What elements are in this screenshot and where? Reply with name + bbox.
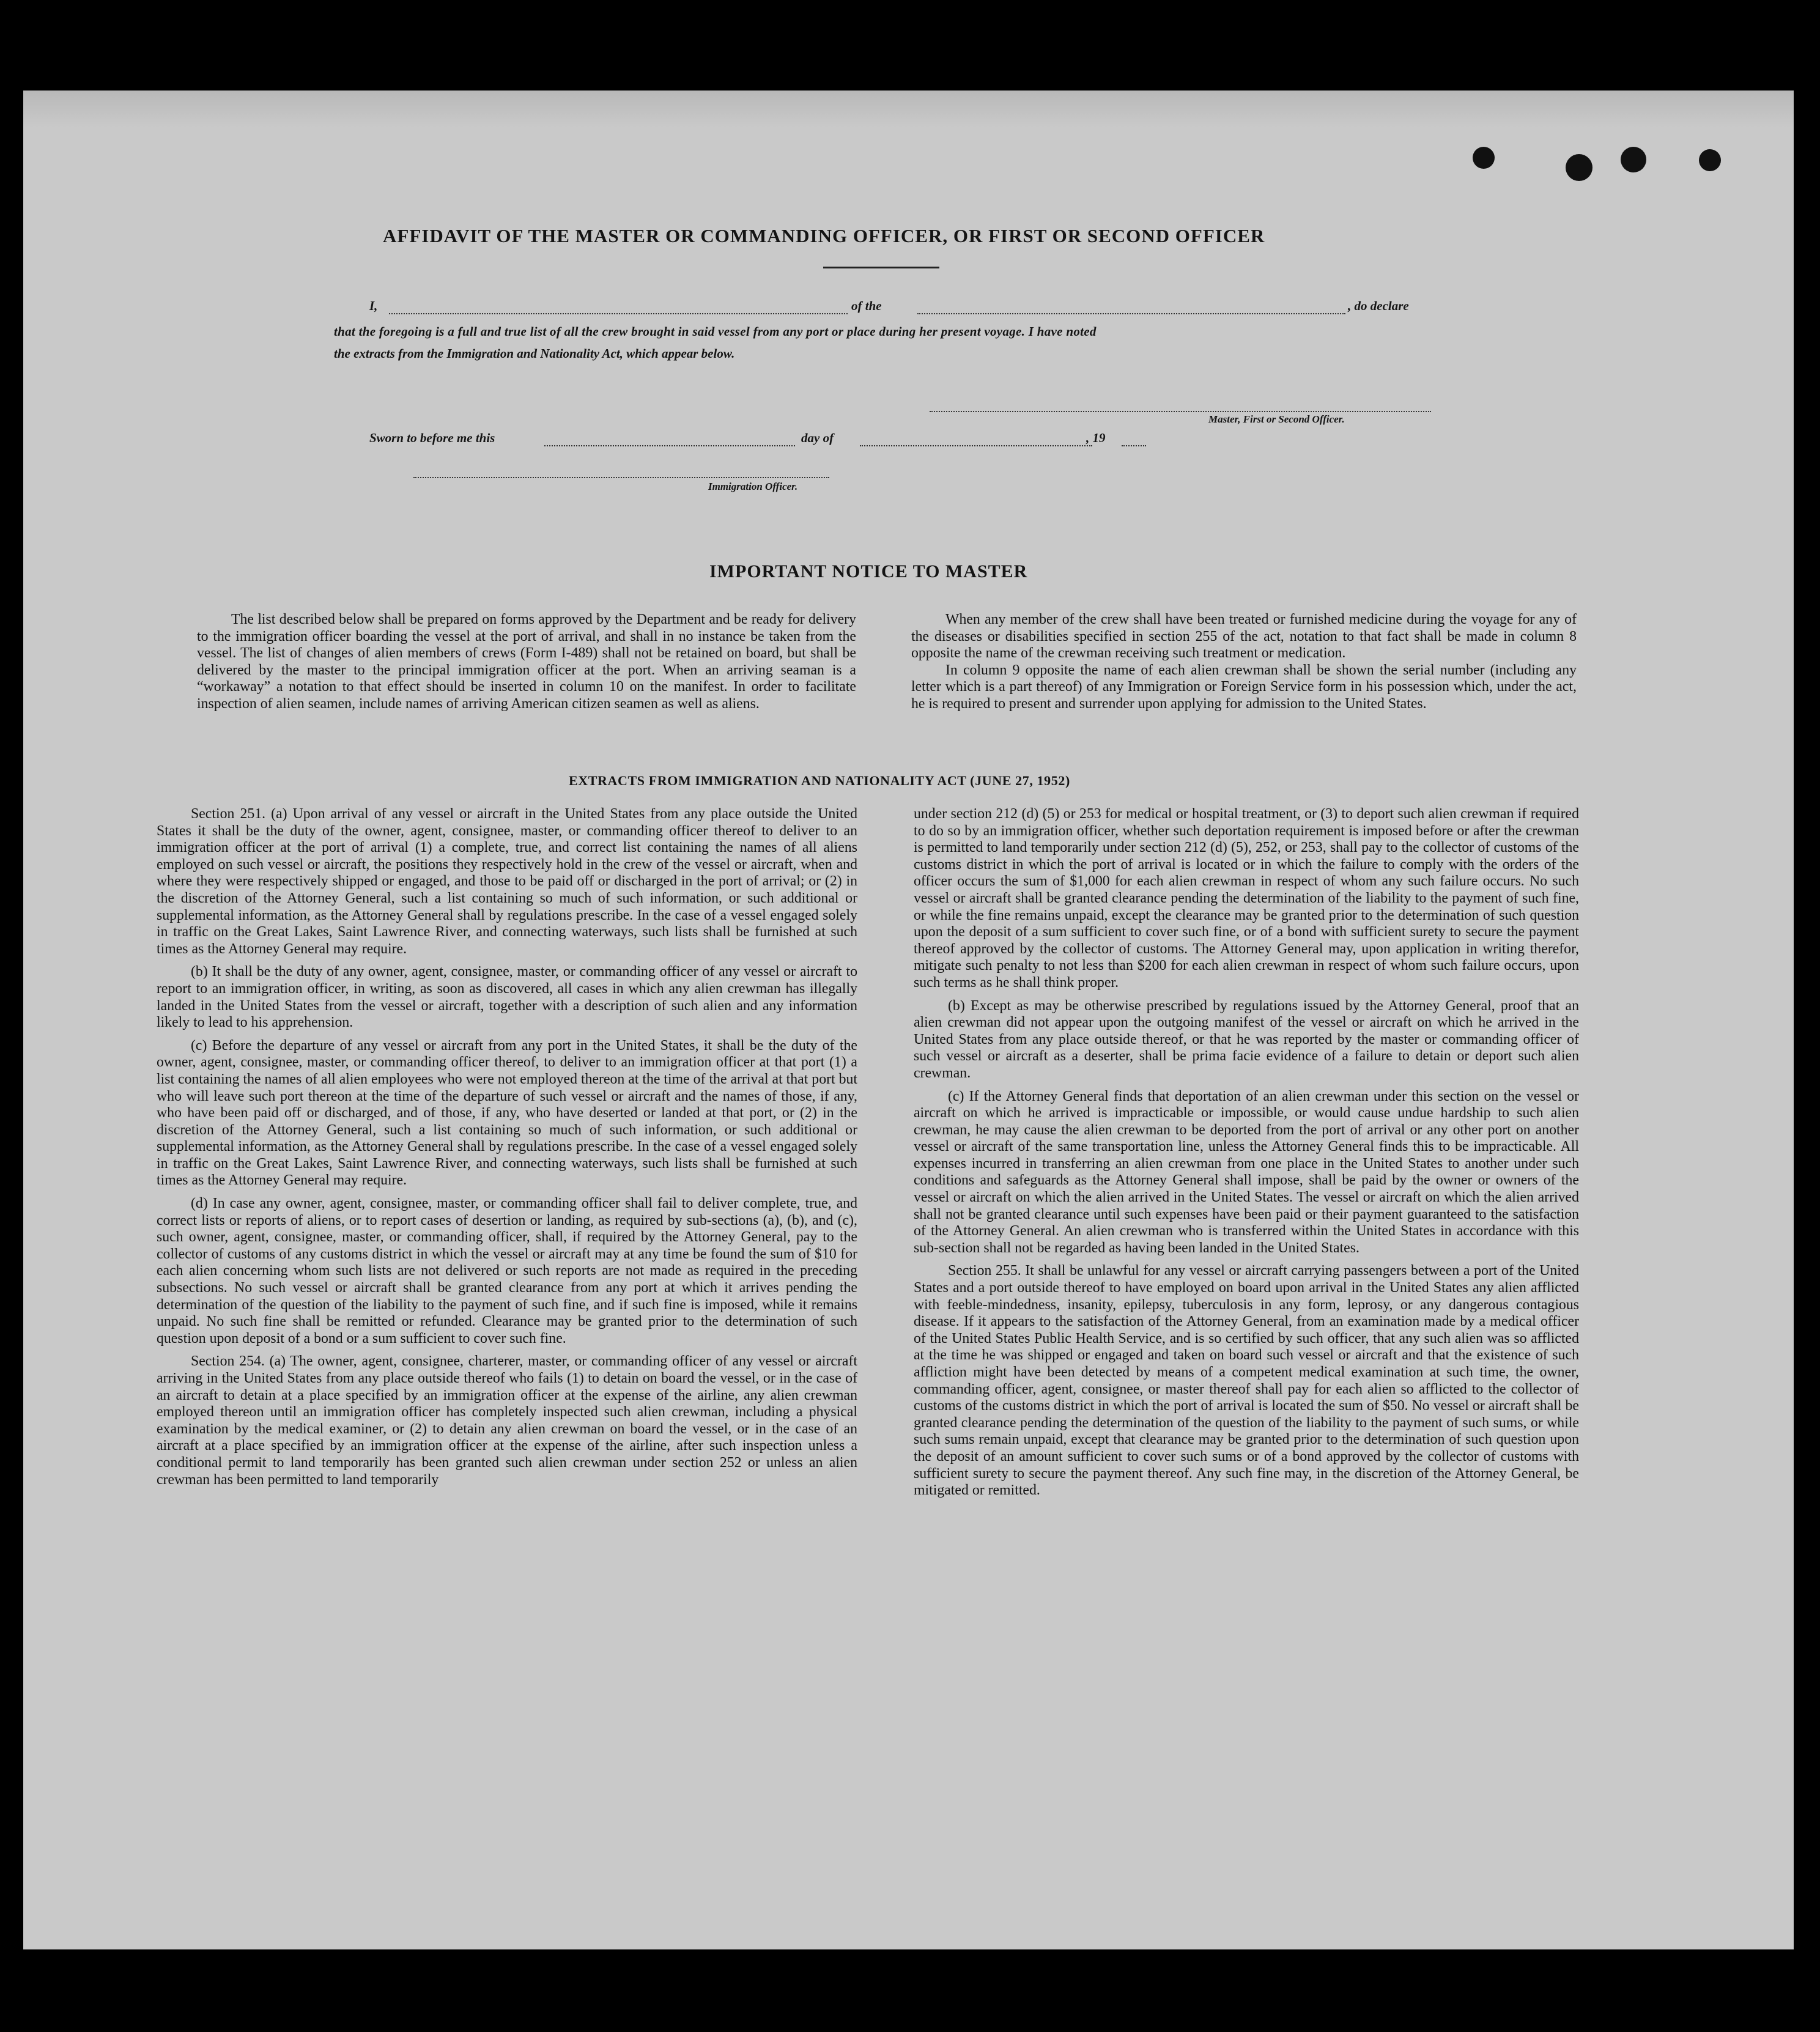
master-label: Master, First or Second Officer.	[1208, 413, 1345, 425]
punch-hole	[1621, 147, 1646, 172]
section-254a: Section 254. (a) The owner, agent, consignee, charterer, master, or commanding officer of any vessel or aircraft arriving in the United States from any place outside thereof who fails (1) to detain on board the vessel, or in the case of an aircraft to detain at a place specified by an immigration officer at the expense of the airline, any alien crewman employed thereon until an immigration officer has completely inspected such alien crewman, including a physical examination by the medical examiner, or (2) to detain any alien crewman on board the vessel, or in the case of an aircraft at a place specified by an immigration officer at the expense of the airline, after such inspection unless a conditional permit to land temporarily has been granted such alien crewman under section 252 or unless an alien crewman has been permitted to land temporarily	[157, 1353, 857, 1488]
section-251a: Section 251. (a) Upon arrival of any vessel or aircraft in the United States from any place outside the United States it shall be the duty of the owner, agent, consignee, master, or commanding officer thereof to deliver to an immigration officer at the port of arrival (1) a complete, true, and correct list containing the names of all aliens employed on such vessel or aircraft, the positions they respectively hold in the crew of the vessel or aircraft, when and where they were respectively shipped or engaged, and those to be paid off or discharged in the port of arrival; or (2) in the discretion of the Attorney General, such a list containing so much of such information, or such additional or supplemental information, as the Attorney General shall by regulations prescribe. In the case of a vessel engaged solely in traffic on the Great Lakes, Saint Lawrence River, and connecting waterways, such lists shall be furnished at such times as the Attorney General may require.	[157, 806, 857, 957]
section-254a-continued: under section 212 (d) (5) or 253 for medical or hospital treatment, or (3) to deport such alien crewman if required to do so by an immigration officer, whether such deportation requirement is imposed before or after the crewman is permitted to land temporarily under section 212 (d) (5), 252, or 253, shall pay to the collector of customs of the customs district in which the port of arrival is located or in which the failure to comply with the orders of the officer occurs the sum of $1,000 for each alien crewman in respect of whom any such failure occurs. No such vessel or aircraft shall be granted clearance pending the determination of the liability to the payment of such fine, or while the fine remains unpaid, except the clearance may be granted prior to the determination of such question upon the deposit of a sum sufficient to cover such fine, or of a bond with sufficient surety to secure the payment thereof approved by the collector of customs. The Attorney General may, upon application in writing therefor, mitigate such penalty to not less than $200 for each alien crewman in respect of whom such failure occurs, upon such terms as he shall think proper.	[914, 806, 1579, 991]
punch-hole	[1699, 149, 1721, 171]
section-251c: (c) Before the departure of any vessel or aircraft from any port in the United States, it shall be the duty of the owner, agent, consignee, master, or commanding officer thereof, to deliver to an immigration officer at that port (1) a list containing the names of all alien employees who were not employed thereon at the time of the arrival at that port but who will leave such port thereon at the time of the departure of such vessel or aircraft and the names of those, if any, who have been paid off or discharged, and of those, if any, who have deserted or landed at that port, or (2) in the discretion of the Attorney General, such a list containing so much of such information, or such additional or supplemental information, as the Attorney General shall by regulations prescribe. In the case of a vessel engaged solely in traffic on the Great Lakes, Saint Lawrence River, and connecting waterways, such lists shall be furnished at such times as the Attorney General may require.	[157, 1037, 857, 1189]
declare-end: , do declare	[1348, 298, 1409, 313]
punch-hole	[1566, 154, 1592, 181]
title-underline	[823, 267, 939, 268]
declare-of-the: of the	[851, 298, 882, 313]
master-signature-line[interactable]	[930, 411, 1431, 412]
notice-title: IMPORTANT NOTICE TO MASTER	[709, 561, 1028, 582]
sworn-month-line[interactable]	[860, 445, 1092, 446]
affidavit-title: AFFIDAVIT OF THE MASTER OR COMMANDING OFFICER, OR FIRST OR SECOND OFFICER	[383, 225, 1265, 246]
extracts-left-column	[157, 806, 857, 1488]
notice-right-paragraph-2: In column 9 opposite the name of each alien crewman shall be shown the serial number (including any letter which is a part thereof) of any Immigration or Foreign Service form in his possession which, under the act, he is required to present and surrender upon applying for admission to the United States.	[911, 662, 1577, 712]
sworn-label: Sworn to before me this	[369, 430, 495, 445]
notice-right-column	[911, 611, 1577, 713]
declare-i: I,	[369, 298, 378, 313]
section-255: Section 255. It shall be unlawful for any vessel or aircraft carrying passengers between a port of the United States and a port outside thereof to have employed on board upon arrival in the United States any alien afflicted with feeble-mindedness, insanity, epilepsy, tuberculosis in any form, leprosy, or any dangerous contagious disease. If it appears to the satisfaction of the Attorney General, from an examination made by a medical officer of the United States Public Health Service, and is so certified by such officer, that any such alien was so afflicted at the time he was shipped or engaged and taken on board such vessel or aircraft and that the existence of such affliction might have been detected by means of a competent medical examination at such time, the owner, commanding officer, agent, consignee, or master thereof shall pay for each alien so afflicted to the collector of customs of the customs district in which the port of arrival is located the sum of $50. No vessel or aircraft shall be granted clearance pending the determination of the question of the liability to the payment of such sums, or while such sums remain unpaid, except that clearance may be granted prior to the determination of such question upon the deposit of an amount sufficient to cover such sums or of a bond approved by the collector of customs with sufficient surety to secure the payment thereof. Any such fine may, in the discretion of the Attorney General, be mitigated or remitted.	[914, 1263, 1579, 1499]
section-251d: (d) In case any owner, agent, consignee, master, or commanding officer shall fail to deliver complete, true, and correct lists or reports of aliens, or to report cases of desertion or landing, as required by sub-sections (a), (b), and (c), such owner, agent, consignee, master, or commanding officer, shall, if required by the Attorney General, pay to the collector of customs of any customs district in which the vessel or aircraft may at any time be found the sum of $10 for each alien concerning whom such lists are not delivered or such reports are not made as required in the preceding subsections. No such vessel or aircraft shall be granted clearance from any port at which it arrives pending the determination of the question of the liability to the payment of such fine, and if such fine is imposed, while it remains unpaid. No such fine shall be remitted or refunded. Clearance may be granted prior to the determination of such question upon deposit of a bond or a sum sufficient to cover such fine.	[157, 1195, 857, 1347]
sworn-year-line[interactable]	[1122, 445, 1146, 446]
punch-hole	[1473, 147, 1495, 169]
immigration-officer-label: Immigration Officer.	[708, 481, 798, 492]
notice-left-paragraph: The list described below shall be prepared on forms approved by the Department and be ready for delivery to the immigration officer boarding the vessel at the port of arrival, and shall in no instance be taken from the vessel. The list of changes of alien members of crews (Form I-489) shall not be retained on board, but shall be delivered by the master to the principal immigration officer at the port. When an arriving seaman is a “workaway” a notation to that effect should be inserted in column 10 on the manifest. In order to facilitate inspection of alien seamen, include names of arriving American citizen seamen as well as aliens.	[197, 611, 856, 712]
statement-line-1: that the foregoing is a full and true list of all the crew brought in said vessel from any port or place during her present voyage. I have noted	[334, 324, 1097, 339]
statement-line-2: the extracts from the Immigration and Nationality Act, which appear below.	[334, 346, 735, 361]
notice-right-paragraph-1: When any member of the crew shall have been treated or furnished medicine during the voyage for any of the diseases or disabilities specified in section 255 of the act, notation to that fact shall be made in column 8 opposite the name of the crewman receiving such treatment or medication.	[911, 611, 1577, 662]
sheet-shadow	[23, 91, 1794, 127]
day-of-label: day of	[801, 430, 834, 445]
name-line[interactable]	[389, 313, 848, 314]
extracts-right-column	[914, 806, 1579, 1499]
section-254b: (b) Except as may be otherwise prescribed by regulations issued by the Attorney General, proof that an alien crewman did not appear upon the outgoing manifest of the vessel or aircraft on which he arrived in the United States from any place outside thereof, or that he was reported by the master or commanding officer of such vessel or aircraft as a deserter, shall be prima facie evidence of a failure to detain or deport such alien crewman.	[914, 997, 1579, 1081]
sworn-day-line[interactable]	[544, 445, 795, 446]
notice-left-column	[197, 611, 856, 713]
extracts-title: EXTRACTS FROM IMMIGRATION AND NATIONALITY ACT (JUNE 27, 1952)	[569, 773, 1070, 788]
section-251b: (b) It shall be the duty of any owner, agent, consignee, master, or commanding officer of any vessel or aircraft to report to an immigration officer, in writing, as soon as discovered, all cases in which any alien crewman has illegally landed in the United States from the vessel or aircraft, together with a description of such alien and any information likely to lead to his apprehension.	[157, 964, 857, 1031]
vessel-line[interactable]	[917, 313, 1345, 314]
year-label: , 19	[1086, 430, 1106, 445]
immigration-officer-line[interactable]	[413, 477, 829, 478]
section-254c: (c) If the Attorney General finds that deportation of an alien crewman under this section on the vessel or aircraft on which he arrived is impracticable or impossible, or would cause undue hardship to such alien crewman, he may cause the alien crewman to be deported from the port of arrival or any other port on another vessel or aircraft of the same transportation line, unless the Attorney General finds this to be impracticable. All expenses incurred in transferring an alien crewman from one place in the United States to another under such conditions and safeguards as the Attorney General shall impose, shall be paid by the owner or owners of the vessel or aircraft on which the alien arrived in the United States. The vessel or aircraft on which the alien arrived shall not be granted clearance until such expenses have been paid or their payment guaranteed to the satisfaction of the Attorney General. An alien crewman who is transferred within the United States in accordance with this sub-section shall not be regarded as having been landed in the United States.	[914, 1088, 1579, 1256]
